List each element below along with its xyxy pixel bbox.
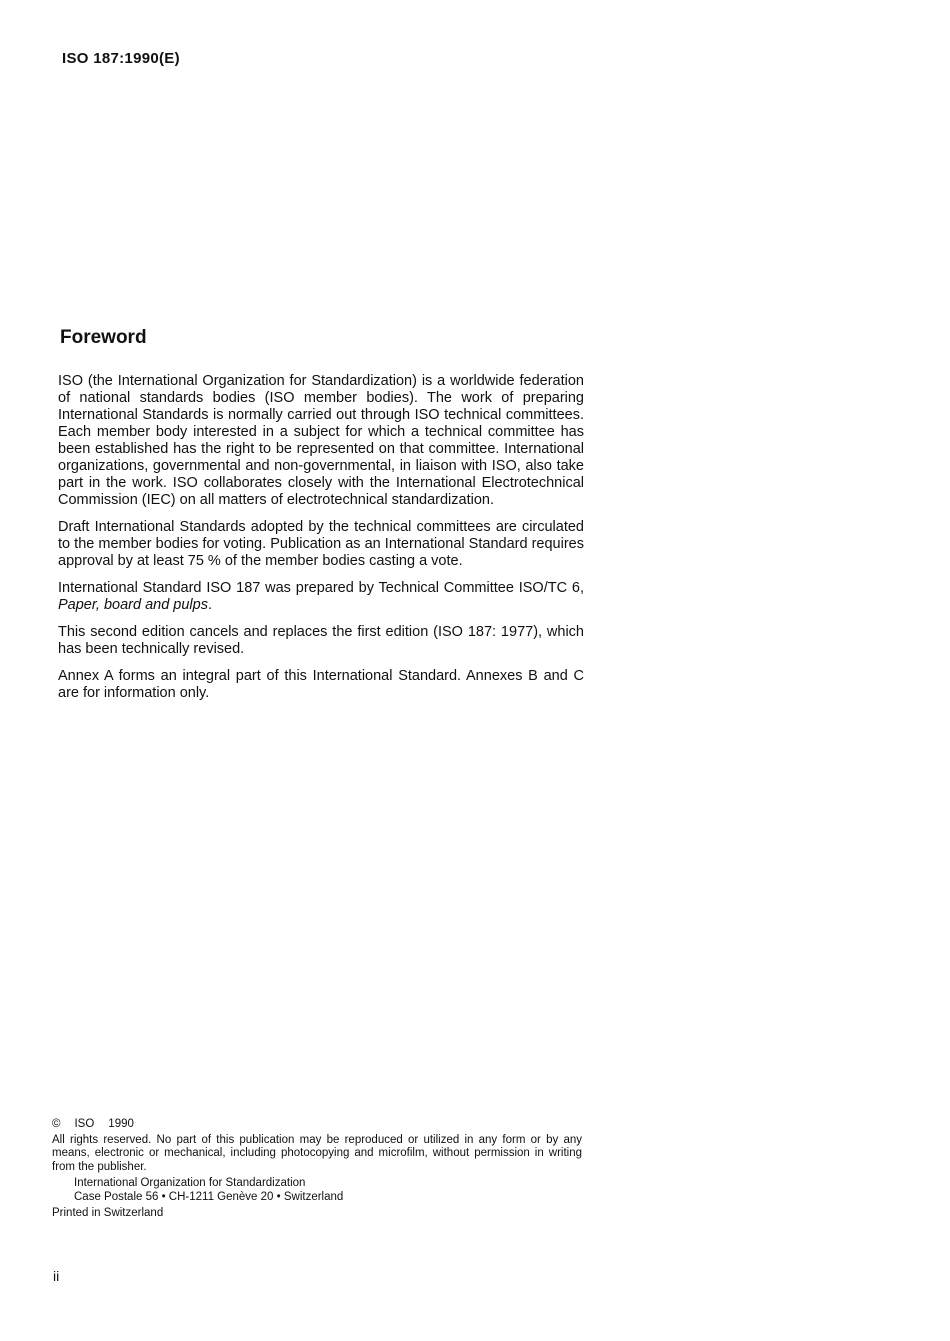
document-id: ISO 187:1990(E) <box>62 50 180 67</box>
copyright-line <box>52 1118 582 1132</box>
committee-text-end: . <box>207 597 212 613</box>
copyright-block <box>52 1118 582 1221</box>
foreword-body <box>58 373 584 712</box>
publisher-name: International Organization for Standardization <box>74 1177 306 1189</box>
committee-name: Paper, board and pulps <box>58 597 208 613</box>
copyright-symbol: © <box>52 1118 61 1130</box>
paragraph-draft-standards: Draft International Standards adopted by the technical committees are circulated to the member bodies for voting. Publication as an International Standard requires approval by at least 75 % of the member bodies casting a vote. <box>58 519 584 569</box>
rights-notice: All rights reserved. No part of this publication may be reproduced or utilized in any form or by any means, electronic or mechanical, including photocopying and microfilm, without permission in writing from the publisher. <box>52 1133 582 1173</box>
copyright-owner: ISO <box>74 1118 95 1130</box>
publisher-address <box>52 1177 582 1204</box>
copyright-year: 1990 <box>108 1118 134 1130</box>
paragraph-committee <box>58 580 584 614</box>
committee-text: International Standard ISO 187 was prepared by Technical Committee ISO/TC 6, <box>58 580 584 596</box>
printed-in: Printed in Switzerland <box>52 1207 164 1219</box>
paragraph-edition: This second edition cancels and replaces the first edition (ISO 187: 1977), which has been technically revised. <box>58 624 584 657</box>
publisher-postal-address: Case Postale 56 • CH-1211 Genève 20 • Switzerland <box>74 1190 344 1203</box>
paragraph-iso-intro: ISO (the International Organization for Standardization) is a worldwide federation of national standards bodies (ISO member bodies). The work of preparing International Standards is normally carried out through ISO technical committees. Each member body interested in a subject for which a technical committee has been established has the right to be represented on that committee. International organizations, governmental and non-governmental, in liaison with ISO, also take part in the work. ISO collaborates closely with the International Electrotechnical Commission (IEC) on all matters of electrotechnical standardization. <box>58 373 584 508</box>
foreword-title: Foreword <box>60 327 147 348</box>
paragraph-annexes: Annex A forms an integral part of this International Standard. Annexes B and C are for information only. <box>58 668 584 701</box>
page-number: ii <box>53 1268 60 1284</box>
